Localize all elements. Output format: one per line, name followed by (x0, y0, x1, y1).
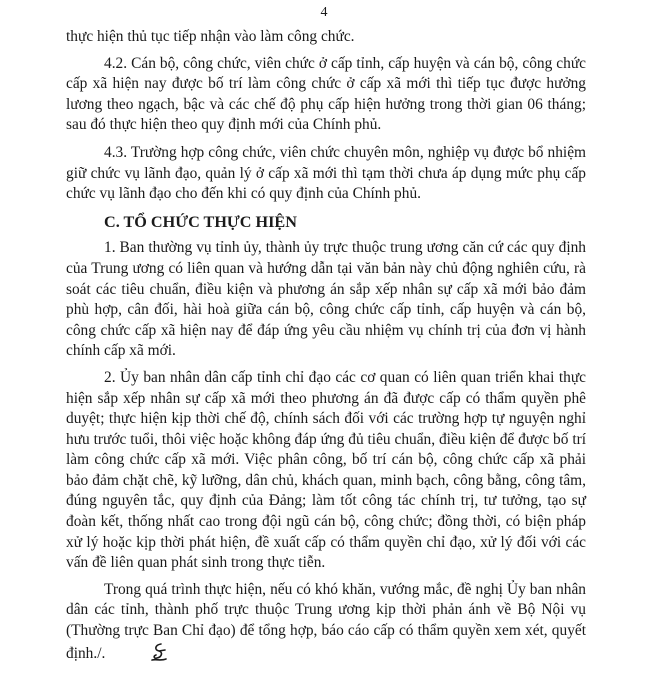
page-number: 4 (320, 5, 328, 20)
paragraph-continuation: thực hiện thủ tục tiếp nhận vào làm công chức. (66, 28, 355, 45)
paragraph-closing (66, 580, 586, 668)
section-heading: C. TỔ CHỨC THỰC HIỆN (104, 212, 297, 231)
initial-signature-icon (111, 642, 169, 669)
paragraph-c-1: 1. Ban thường vụ tỉnh ủy, thành ủy trực thuộc trung ương căn cứ các quy định của Trung ương có liên quan và hướng dẫn tại văn bản này chủ động nghiên cứu, rà soát các tiêu chuẩn, điều kiện và phương án sắp xếp nhân sự cấp xã mới bảo đảm phù hợp, cân đối, hài hoà giữa cán bộ, công chức cấp tỉnh, cấp huyện và cán bộ, công chức cấp xã hiện nay để đáp ứng yêu cầu nhiệm vụ chính trị của đơn vị hành chính cấp xã mới. (66, 239, 586, 360)
paragraph-c-2: 2. Ủy ban nhân dân cấp tỉnh chỉ đạo các cơ quan có liên quan triển khai thực hiện sắp xếp nhân sự cấp xã mới theo phương án đã được cấp có thẩm quyền phê duyệt; thực hiện kịp thời chế độ, chính sách đối với các trường hợp tự nguyện nghỉ hưu trước tuổi, thôi việc hoặc không đáp ứng đủ tiêu chuẩn, điều kiện để được bố trí làm công chức cấp xã mới. Việc phân công, bố trí cán bộ, công chức cấp xã phải bảo đảm chặt chẽ, kỹ lưỡng, dân chủ, khách quan, minh bạch, công bằng, công tâm, đúng nguyên tắc, quy định của Đảng; làm tốt công tác chính trị, tư tưởng, tạo sự đoàn kết, thống nhất cao trong đội ngũ cán bộ, công chức; đồng thời, có biện pháp xử lý hoặc kịp thời phát hiện, đề xuất cấp có thẩm quyền chỉ đạo, xử lý đối với các vấn đề liên quan phát sinh trong thực tiễn. (66, 368, 586, 572)
closing-text: Trong quá trình thực hiện, nếu có khó khăn, vướng mắc, đề nghị Ủy ban nhân dân các tỉnh, thành phố trực thuộc Trung ương kịp thời phản ánh về Bộ Nội vụ (Thường trực Ban Chỉ đạo) để tổng hợp, báo cáo cấp có thẩm quyền xem xét, quyết định./. (66, 580, 586, 662)
document-body (66, 27, 586, 674)
paragraph-4-2: 4.2. Cán bộ, công chức, viên chức ở cấp tỉnh, cấp huyện và cán bộ, công chức cấp xã hiện nay được bố trí làm công chức ở cấp xã mới thì tiếp tục được hưởng lương theo ngạch, bậc và các chế độ phụ cấp hiện hưởng trong thời gian 06 tháng; sau đó thực hiện theo quy định mới của Chính phủ. (66, 54, 586, 134)
paragraph-4-3: 4.3. Trường hợp công chức, viên chức chuyên môn, nghiệp vụ được bổ nhiệm giữ chức vụ lãnh đạo, quản lý ở cấp xã mới thì tạm thời chưa áp dụng mức phụ cấp chức vụ lãnh đạo cho đến khi có quy định của Chính phủ. (66, 143, 586, 203)
